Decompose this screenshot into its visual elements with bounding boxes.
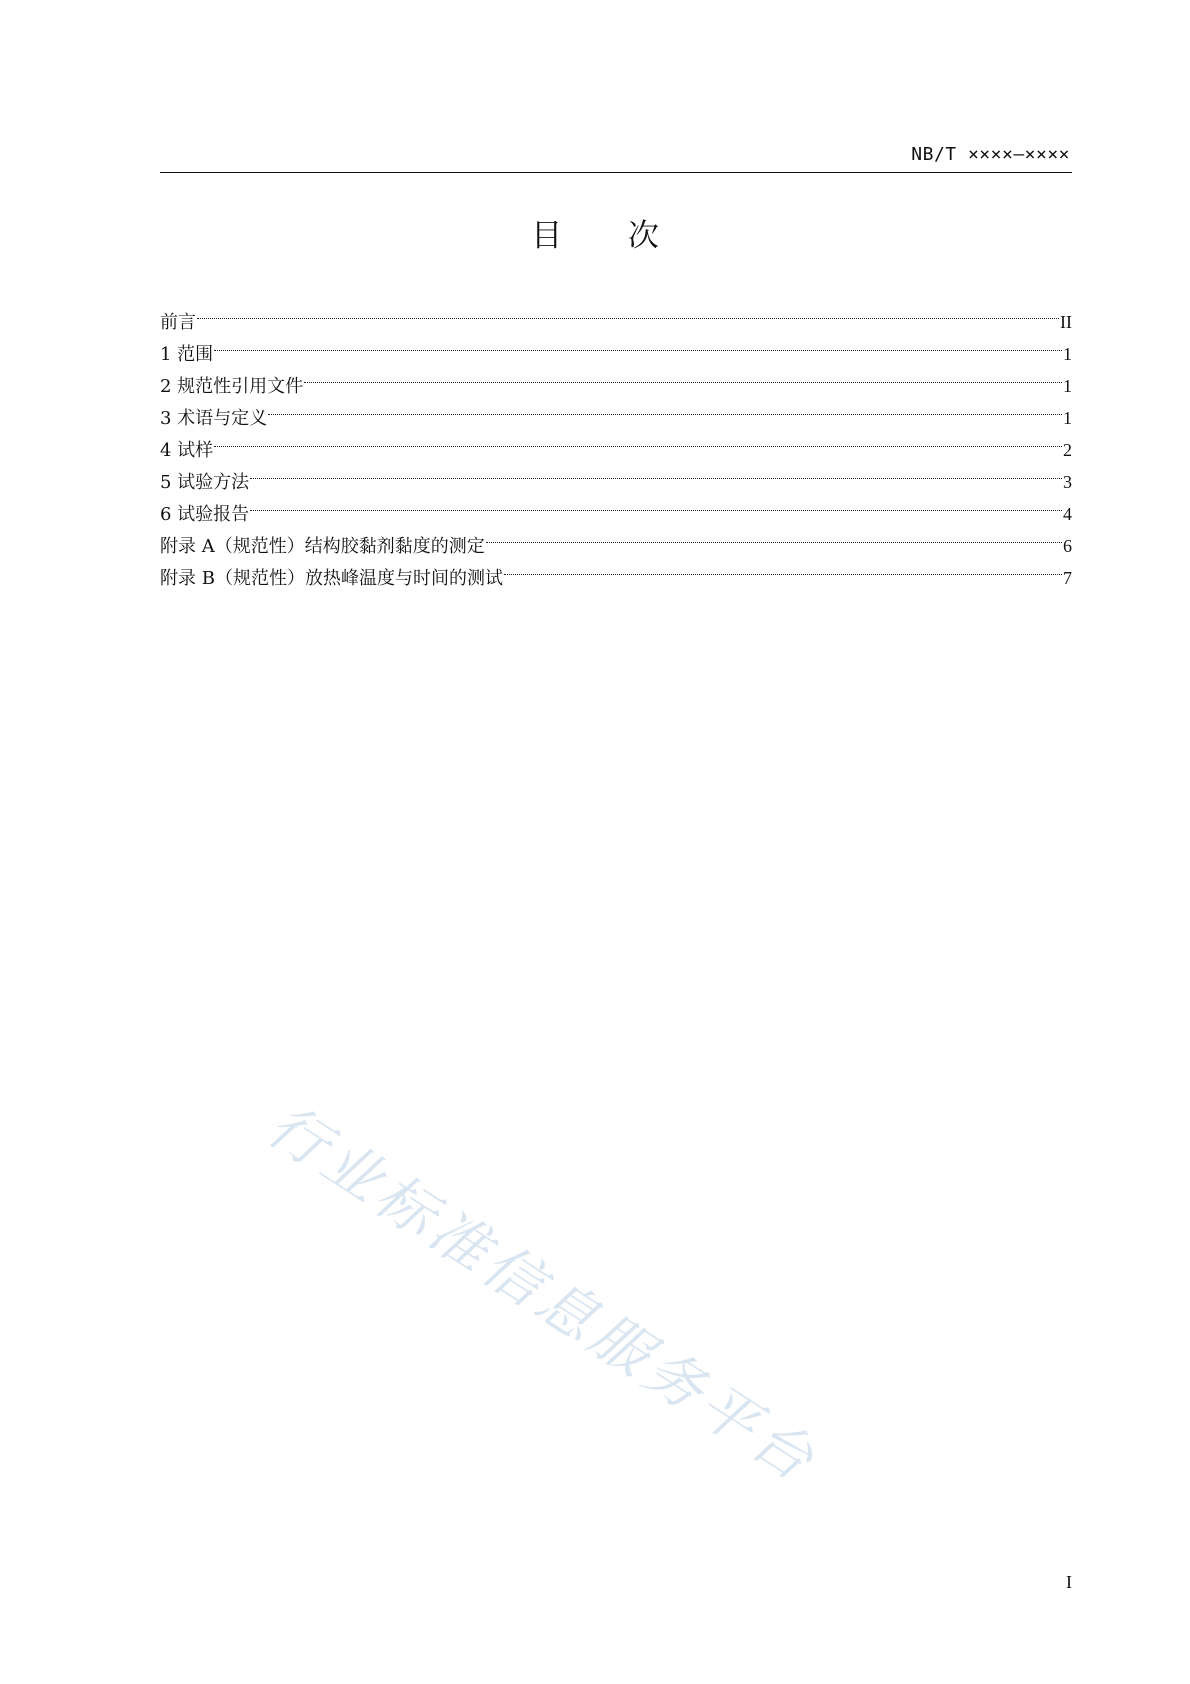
toc-item-specimens[interactable] bbox=[160, 424, 1072, 461]
toc-dot-leader bbox=[304, 360, 1062, 392]
toc-item-test-methods[interactable] bbox=[160, 456, 1072, 493]
toc-item-foreword[interactable] bbox=[160, 296, 1072, 333]
toc-item-page: 3 bbox=[1063, 472, 1072, 492]
toc-item-terms-definitions[interactable] bbox=[160, 392, 1072, 429]
toc-item-page: 1 bbox=[1063, 344, 1072, 364]
toc-item-label: 附录 B（规范性）放热峰温度与时间的测试 bbox=[160, 568, 503, 589]
toc-item-annex-a[interactable] bbox=[160, 520, 1072, 557]
toc-item-normative-references[interactable] bbox=[160, 360, 1072, 397]
toc-item-label: 6 试验报告 bbox=[160, 504, 250, 525]
toc-dot-leader bbox=[214, 424, 1062, 456]
page-number: I bbox=[1066, 1572, 1072, 1592]
toc-dot-leader bbox=[250, 488, 1062, 520]
toc-item-label: 3 术语与定义 bbox=[160, 408, 268, 429]
toc-dot-leader bbox=[486, 520, 1062, 552]
toc-item-label: 1 范围 bbox=[160, 344, 214, 365]
toc-dot-leader bbox=[268, 392, 1062, 424]
toc-dot-leader bbox=[504, 552, 1062, 584]
toc-item-page: 7 bbox=[1063, 568, 1072, 588]
toc-item-page: 4 bbox=[1063, 504, 1072, 524]
toc-item-label: 4 试样 bbox=[160, 440, 214, 461]
table-of-contents bbox=[160, 296, 1072, 589]
toc-item-label: 前言 bbox=[160, 312, 196, 333]
page-title: 目 次 bbox=[531, 218, 687, 254]
standard-code: NB/T ××××—×××× bbox=[911, 144, 1070, 165]
toc-item-label: 附录 A（规范性）结构胶黏剂黏度的测定 bbox=[160, 536, 485, 557]
toc-item-label: 5 试验方法 bbox=[160, 472, 250, 493]
toc-item-label: 2 规范性引用文件 bbox=[160, 376, 304, 397]
watermark: 行业标准信息服务平台 bbox=[255, 1090, 830, 1497]
toc-item-page: 2 bbox=[1063, 440, 1072, 460]
toc-item-test-report[interactable] bbox=[160, 488, 1072, 525]
toc-item-page: 6 bbox=[1063, 536, 1072, 556]
page-header bbox=[160, 140, 1072, 173]
toc-item-page: 1 bbox=[1063, 408, 1072, 428]
toc-dot-leader bbox=[214, 328, 1062, 360]
toc-item-scope[interactable] bbox=[160, 328, 1072, 365]
toc-dot-leader bbox=[197, 296, 1059, 328]
toc-dot-leader bbox=[250, 456, 1062, 488]
toc-item-page: 1 bbox=[1063, 376, 1072, 396]
toc-item-page: II bbox=[1060, 312, 1072, 332]
